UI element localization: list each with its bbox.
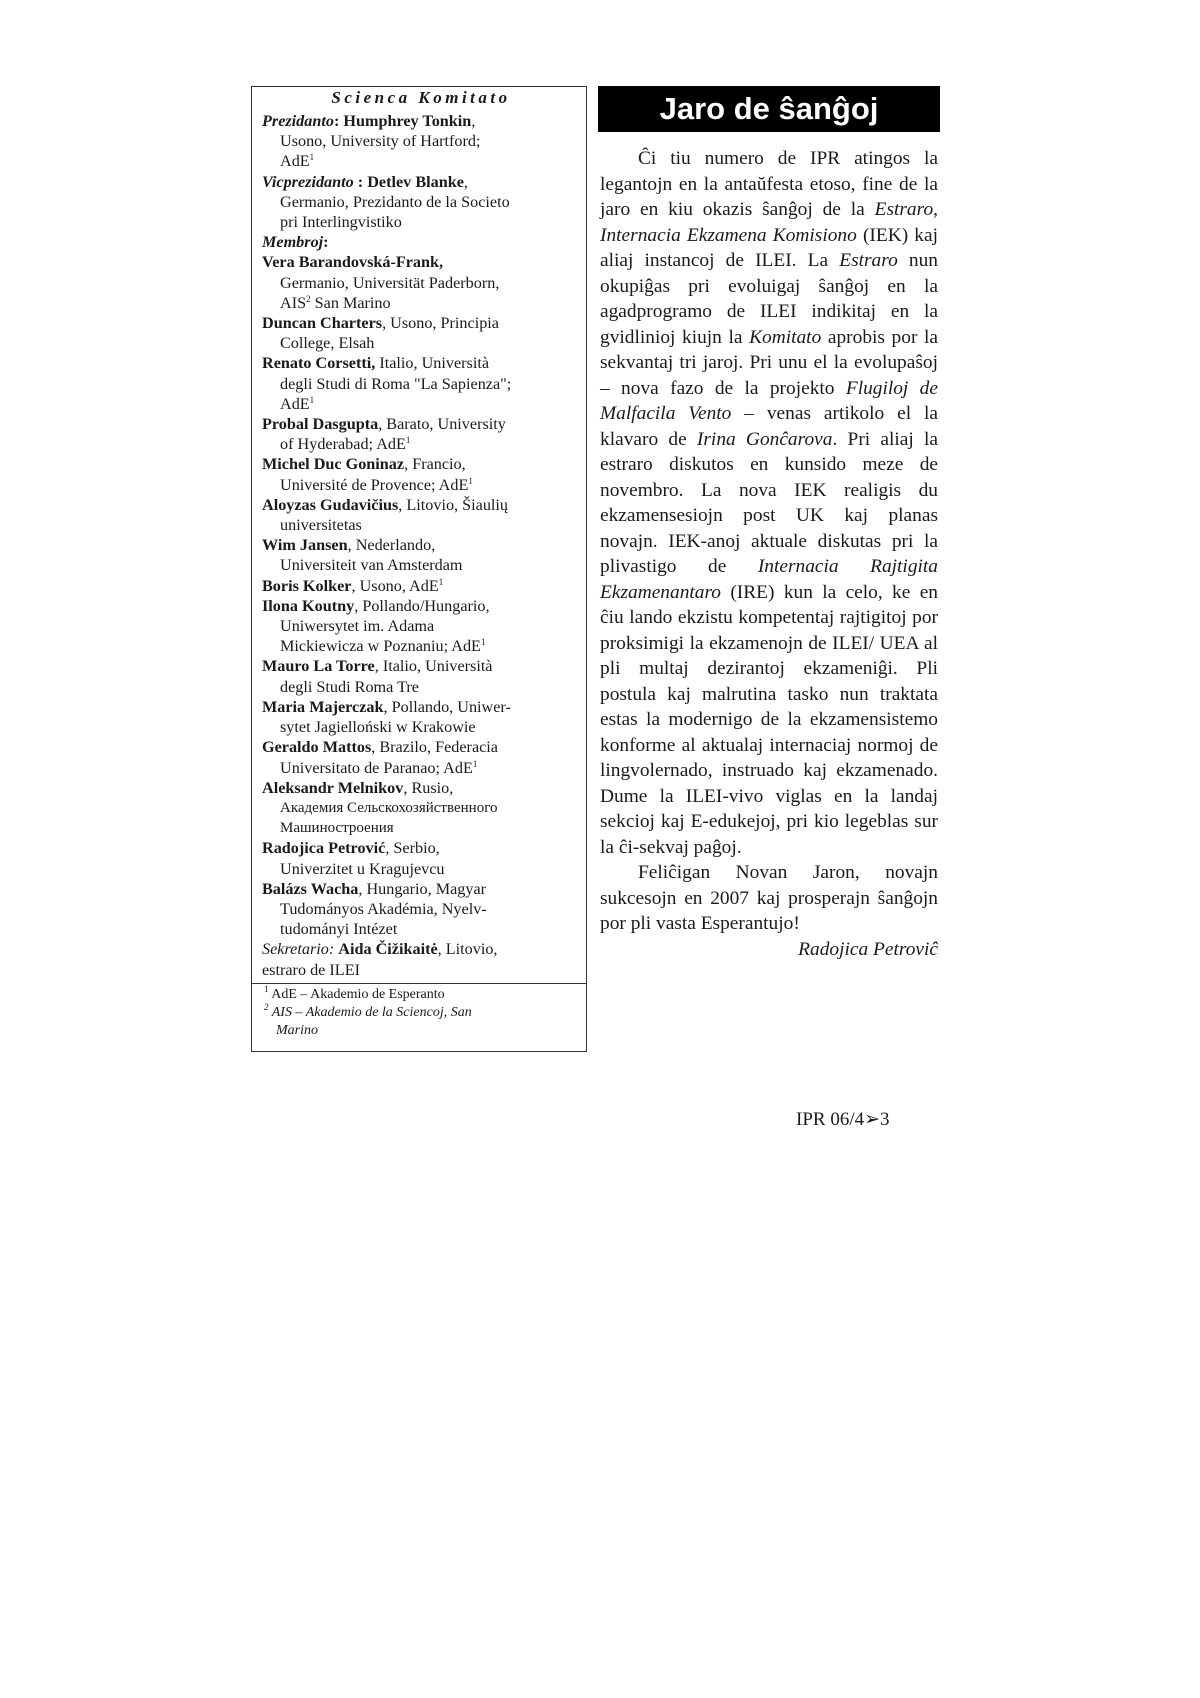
member-name: Probal Dasgupta (262, 415, 379, 434)
vice-president-entry: Vicprezidanto : Detlev Blanke, Germanio, Prezidanto de la Societo pri Interlingvistiko (262, 172, 510, 232)
member-entry (262, 697, 580, 737)
footnote-1: $^1$ AdE – Akademio de Esperanto (264, 983, 445, 1002)
member-line: Tudományos Akadémia, Nyelv- (280, 899, 487, 918)
vice-label: Vicprezidanto (262, 172, 354, 191)
member-name: Maria Majerczak (262, 697, 384, 716)
member-line: Машиностроения (280, 820, 394, 837)
member-entry (262, 535, 580, 575)
member-entry (262, 414, 580, 454)
footnote-mark: 1 (480, 637, 486, 648)
footnote-mark: 1 (309, 152, 315, 163)
member-entry (262, 778, 580, 839)
arrow-icon: ➢ (864, 1109, 881, 1130)
president-entry: Prezidanto: Humphrey Tonkin, Usono, University of Hartford; AdE$^1$ (262, 112, 481, 171)
member-name: Duncan Charters (262, 314, 383, 333)
member-name: Aleksandr Melnikov (262, 778, 404, 797)
article-body (600, 146, 938, 962)
member-name: Aloyzas Gudavičius (262, 495, 399, 514)
member-line: Univerzitet u Kragujevcu (280, 859, 445, 878)
committee-title: Scienca Komitato (331, 88, 511, 107)
member-line: , Rusio, (403, 778, 454, 797)
article-paragraph-2: Feliĉigan Novan Jaron, novajn sukcesojn en 2007 kaj prosperajn ŝanĝojn por pli vasta Esperantujo! (600, 862, 938, 934)
member-name: Michel Duc Goninaz (262, 455, 405, 474)
member-entry (262, 596, 580, 657)
member-line: AIS (280, 293, 307, 312)
member-name: Wim Jansen (262, 536, 348, 555)
member-line: sytet Jagielloński w Krakowie (280, 718, 476, 737)
member-line: , Litovio, Šiaulių (398, 495, 508, 514)
footnote-mark: 1 (438, 576, 444, 587)
article-signature: Radojica Petroviĉ (798, 938, 938, 960)
secretary-entry (262, 939, 580, 979)
member-entry (262, 252, 580, 313)
footnote-mark: 1 (405, 435, 411, 446)
footnote-mark: 1 (472, 758, 478, 769)
member-line: , Serbio, (385, 839, 440, 858)
member-line: AdE (280, 394, 310, 413)
footnote-mark: 1 (309, 394, 315, 405)
member-line: tudományi Intézet (280, 920, 398, 939)
member-line: , Barato, University (378, 415, 506, 434)
page-number: 3 (880, 1109, 890, 1130)
footnote-divider (252, 983, 586, 984)
president-label: Prezidanto (262, 112, 334, 130)
member-line: Université de Provence; AdE (280, 475, 469, 494)
article-heading: Jaro de ŝanĝoj (598, 86, 940, 132)
member-line: Mickiewicza w Poznaniu; AdE (280, 637, 481, 656)
member-line: Uniwersytet im. Adama (280, 617, 435, 636)
footnote-mark: 1 (468, 475, 473, 486)
member-line: degli Studi di Roma "La Sapienza"; (280, 374, 512, 393)
member-name: Geraldo Mattos (262, 738, 372, 757)
president-ade: AdE (280, 152, 310, 171)
secretary-name: Aida Čižikaitė (338, 940, 438, 959)
member-line: Italio, Università (375, 354, 490, 373)
president-desc: Usono, University of Hartford; (280, 132, 481, 151)
member-line: San Marino (314, 293, 391, 312)
article-paragraph-1: Ĉi tiu numero de IPR atingos la legantojn en la antaŭfesta etoso, fine de la jaro en kiu okazis ŝanĝoj de la Estraro, Internacia Ekzamena Komisiono (IEK) kaj aliaj instancoj de ILEI. La Estraro nun okupiĝas pri evoluigaj ŝanĝoj en la agadprogramo de ILEI indikitaj en la gvidlinioj kiujn la Komitato aprobis por la sekvantaj tri jaroj. Pri unu el la evolupaŝoj – nova fazo de la projekto Flugiloj de Malfacila Vento – venas artikolo el la klavaro de Irina Gonĉarova. Pri aliaj la estraro diskutos en kunsido meze de novembro. La nova IEK realigis du ekzamensesiojn post UK kaj planas novajn. IEK-anoj aktuale diskutas pri la plivastigo de Internacia Rajtigita Ekzamenantaro (IRE) kun la celo, ke en ĉiu lando ekzistu kompetentaj rajtigitoj por proksimigi la ekzamenojn de ILEI/ UEA al pli multaj dezirantoj ekzameniĝi. Pli postula kaj malrutina tasko nun traktata estas la modernigo de la ekzamensistemo konforme al aktualaj internaciaj normoj de lingvolernado, instruado kaj ekzamenado. Dume la ILEI-vivo viglas en la landaj sekcioj kaj E-edukejoj, pri kio legeblas sur la ĉi-sekvaj paĝoj. (600, 148, 939, 858)
member-entry (262, 454, 580, 494)
member-line: College, Elsah (280, 334, 375, 353)
secretary-label: Sekretario: (262, 940, 335, 959)
member-entry (262, 313, 580, 353)
member-name: Vera Barandovská-Frank, (262, 253, 444, 272)
member-line: Universitato de Paranao; AdE (280, 758, 473, 777)
member-line: Germanio, Universität Paderborn, (280, 273, 500, 292)
vice-name: Detlev Blanke (367, 172, 464, 191)
member-entry (262, 838, 580, 878)
member-name: Renato Corsetti, (262, 354, 376, 373)
member-line: Universiteit van Amsterdam (280, 556, 463, 575)
member-entry (262, 495, 580, 535)
member-entry (262, 656, 580, 696)
vice-desc-1: Germanio, Prezidanto de la Societo (280, 192, 510, 211)
footer-issue: IPR 06/4 (796, 1109, 865, 1130)
member-entry (262, 576, 580, 596)
secretary-desc-1: , Litovio, (437, 940, 498, 959)
member-line: , Italio, Università (374, 657, 493, 676)
page-footer (796, 1108, 890, 1132)
member-line: of Hyderabad; AdE (280, 435, 406, 454)
member-line: , Francio, (404, 455, 466, 474)
footnote-2: $^2$ AIS – Akademio de la Sciencoj, San Marino (264, 1001, 472, 1038)
secretary-desc-2: estraro de ILEI (262, 960, 360, 979)
member-line: Академия Сельскохозяйственного (280, 799, 498, 816)
member-line: universitetas (280, 516, 362, 535)
member-name: Boris Kolker (262, 576, 352, 595)
vice-desc-2: pri Interlingvistiko (280, 213, 402, 232)
member-entry (262, 353, 580, 414)
footnote-mark: 2 (306, 293, 311, 304)
member-line: , Nederlando, (347, 536, 436, 555)
member-line: , Brazilo, Federacia (371, 738, 498, 757)
member-line: , Pollando, Uniwer- (383, 697, 511, 716)
member-line: , Hungario, Magyar (358, 879, 487, 898)
member-name: Ilona Koutny (262, 596, 355, 615)
member-line: degli Studi Roma Tre (280, 677, 419, 696)
member-entry (262, 737, 580, 777)
member-line: , Usono, AdE (351, 576, 439, 595)
members-label: Membroj (262, 233, 324, 252)
member-name: Balázs Wacha (262, 879, 359, 898)
member-line: , Pollando/Hungario, (354, 596, 490, 615)
member-entry (262, 879, 580, 940)
member-line: , Usono, Principia (382, 314, 499, 333)
member-name: Radojica Petrović (262, 839, 386, 858)
president-name: Humphrey Tonkin (343, 112, 472, 130)
committee-box: Scienca Komitato Prezidanto: Humphrey Tonkin, Usono, University of Hartford; AdE$^1$ Vicprezidanto : Detlev Blanke, Germanio, Prezidanto de la Societo pri Interlingvistiko Membroj: Vera Barandovská-Frank, Germanio, Universität Paderborn, AIS$^2$ San Marino Duncan Charters, Usono, Principia College, Elsah Renato Corsetti, Italio, Università degli Studi di Roma "La Sapienza"; AdE$^1$ Probal Dasgupta, Barato, University of Hyderabad; AdE$^1$ Michel Duc Goninaz, Francio, Université de Provence; AdE$^1$ Aloyzas Gudavičius, Litovio, Šiaulių universitetas Wim Jansen, Nederlando, Universiteit van Amsterdam Boris Kolker, Usono, AdE$^1$ Ilona Koutny, Pollando/Hungario, Uniwersytet im. Adama Mickiewicza w Poznaniu; AdE$^1$ Mauro La Torre, Italio, Università degli Studi Roma Tre Maria Majerczak, Pollando, Uniwer- sytet Jagielloński w Krakowie Geraldo Mattos, Brazilo, Federacia Universitato de Paranao; AdE$^1$ Aleksandr Melnikov, Rusio, Академия Сельскохозяйственного Машиностроения Radojica Petrović, Serbio, Univerzitet u Kragujevcu Balázs Wacha, Hungario, Magyar Tudományos Akadémia, Nyelv- tudományi Intézet Sekretario: Aida Čižikaitė, Litovio, estraro de ILEI $^1$ AdE – Akademio de Esperanto $^2$ AIS – Akademio de la Sciencoj, San Marino (251, 86, 587, 1052)
member-name: Mauro La Torre (262, 657, 375, 676)
